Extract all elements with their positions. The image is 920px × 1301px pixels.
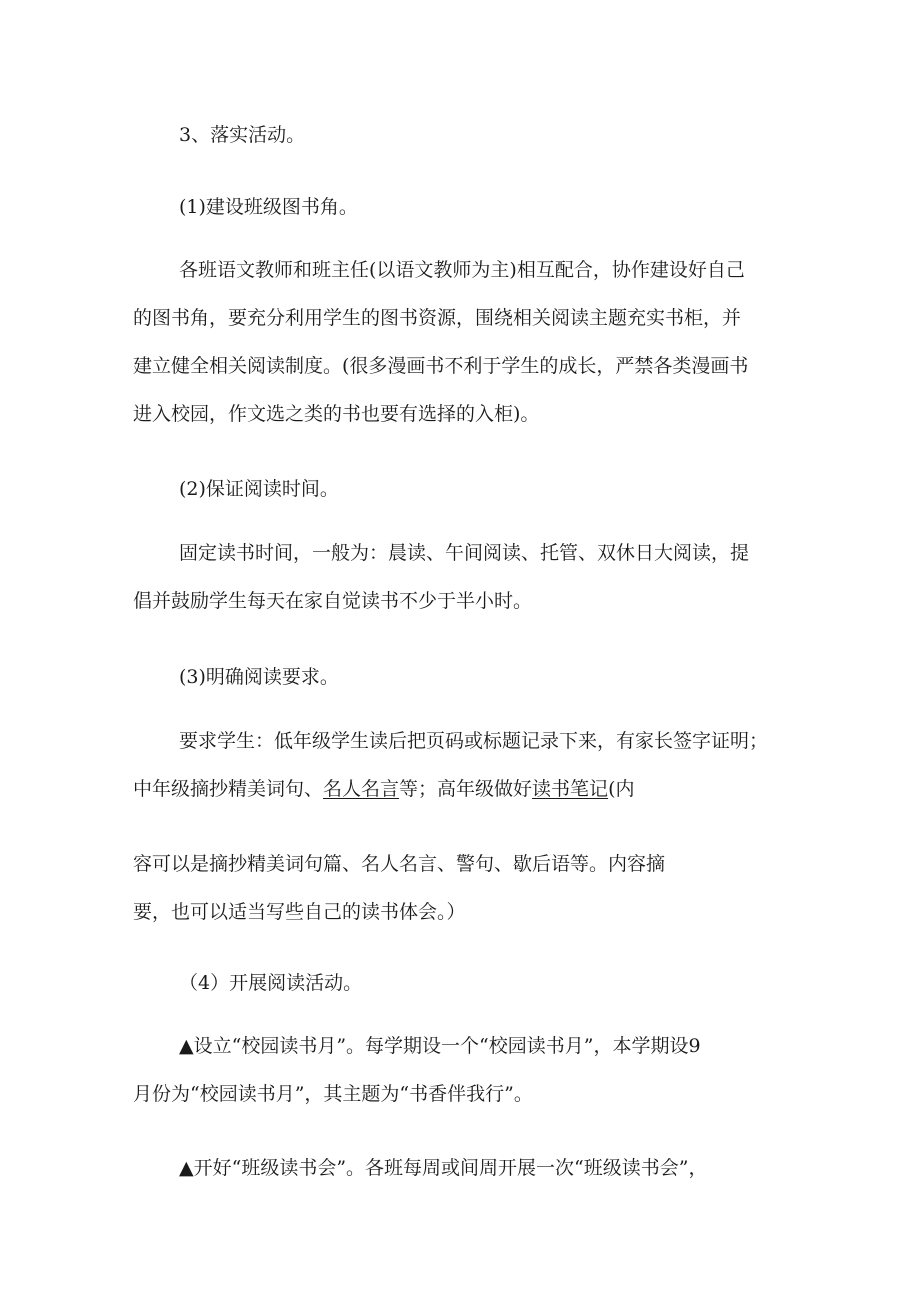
paragraph-2-line-2: 倡并鼓励学生每天在家自觉读书不少于半小时。 [133,590,533,612]
famous-quotes-link[interactable]: 名人名言 [323,778,400,800]
subheading-3: (3)明确阅读要求。 [179,666,339,688]
subheading-2: (2)保证阅读时间。 [179,478,339,500]
section-heading-3: 3、落实活动。 [179,124,306,146]
paragraph-3-line-1: 要求学生：低年级学生读后把页码或标题记录下来，有家长签字证明； [179,730,769,752]
paragraph-3-text-c: (内 [608,778,635,800]
paragraph-4-line-1: ▲设立“校园读书月”。每学期设一个“校园读书月”，本学期设9 [179,1035,701,1057]
paragraph-1-line-2: 的图书角，要充分利用学生的图书资源，围绕相关阅读主题充实书柜，并 [133,307,742,329]
subheading-1: (1)建设班级图书角。 [179,196,358,218]
paragraph-5-line-1: ▲开好“班级读书会”。各班每周或间周开展一次“班级读书会”， [179,1157,708,1179]
paragraph-3-text-b: 等；高年级做好 [399,778,533,800]
paragraph-4-line-2: 月份为“校园读书月”，其主题为“书香伴我行”。 [133,1083,533,1105]
paragraph-1-line-3: 建立健全相关阅读制度。(很多漫画书不利于学生的成长，严禁各类漫画书 [133,355,749,377]
reading-notes-link[interactable]: 读书笔记 [532,778,609,800]
paragraph-3-line-2 [133,776,634,802]
paragraph-2-line-1: 固定读书时间，一般为：晨读、午间阅读、托管、双休日大阅读，提 [179,542,750,564]
paragraph-3-text-a: 中年级摘抄精美词句、 [133,778,324,800]
paragraph-3-line-4: 要，也可以适当写些自己的读书体会。） [133,901,466,923]
paragraph-3-line-3: 容可以是摘抄精美词句篇、名人名言、警句、歇后语等。内容摘 [133,853,666,875]
subheading-4: （4）开展阅读活动。 [179,972,363,994]
paragraph-1-line-1: 各班语文教师和班主任(以语文教师为主)相互配合，协作建设好自己 [179,259,745,281]
paragraph-1-line-4: 进入校园，作文选之类的书也要有选择的入柜)。 [133,403,540,425]
